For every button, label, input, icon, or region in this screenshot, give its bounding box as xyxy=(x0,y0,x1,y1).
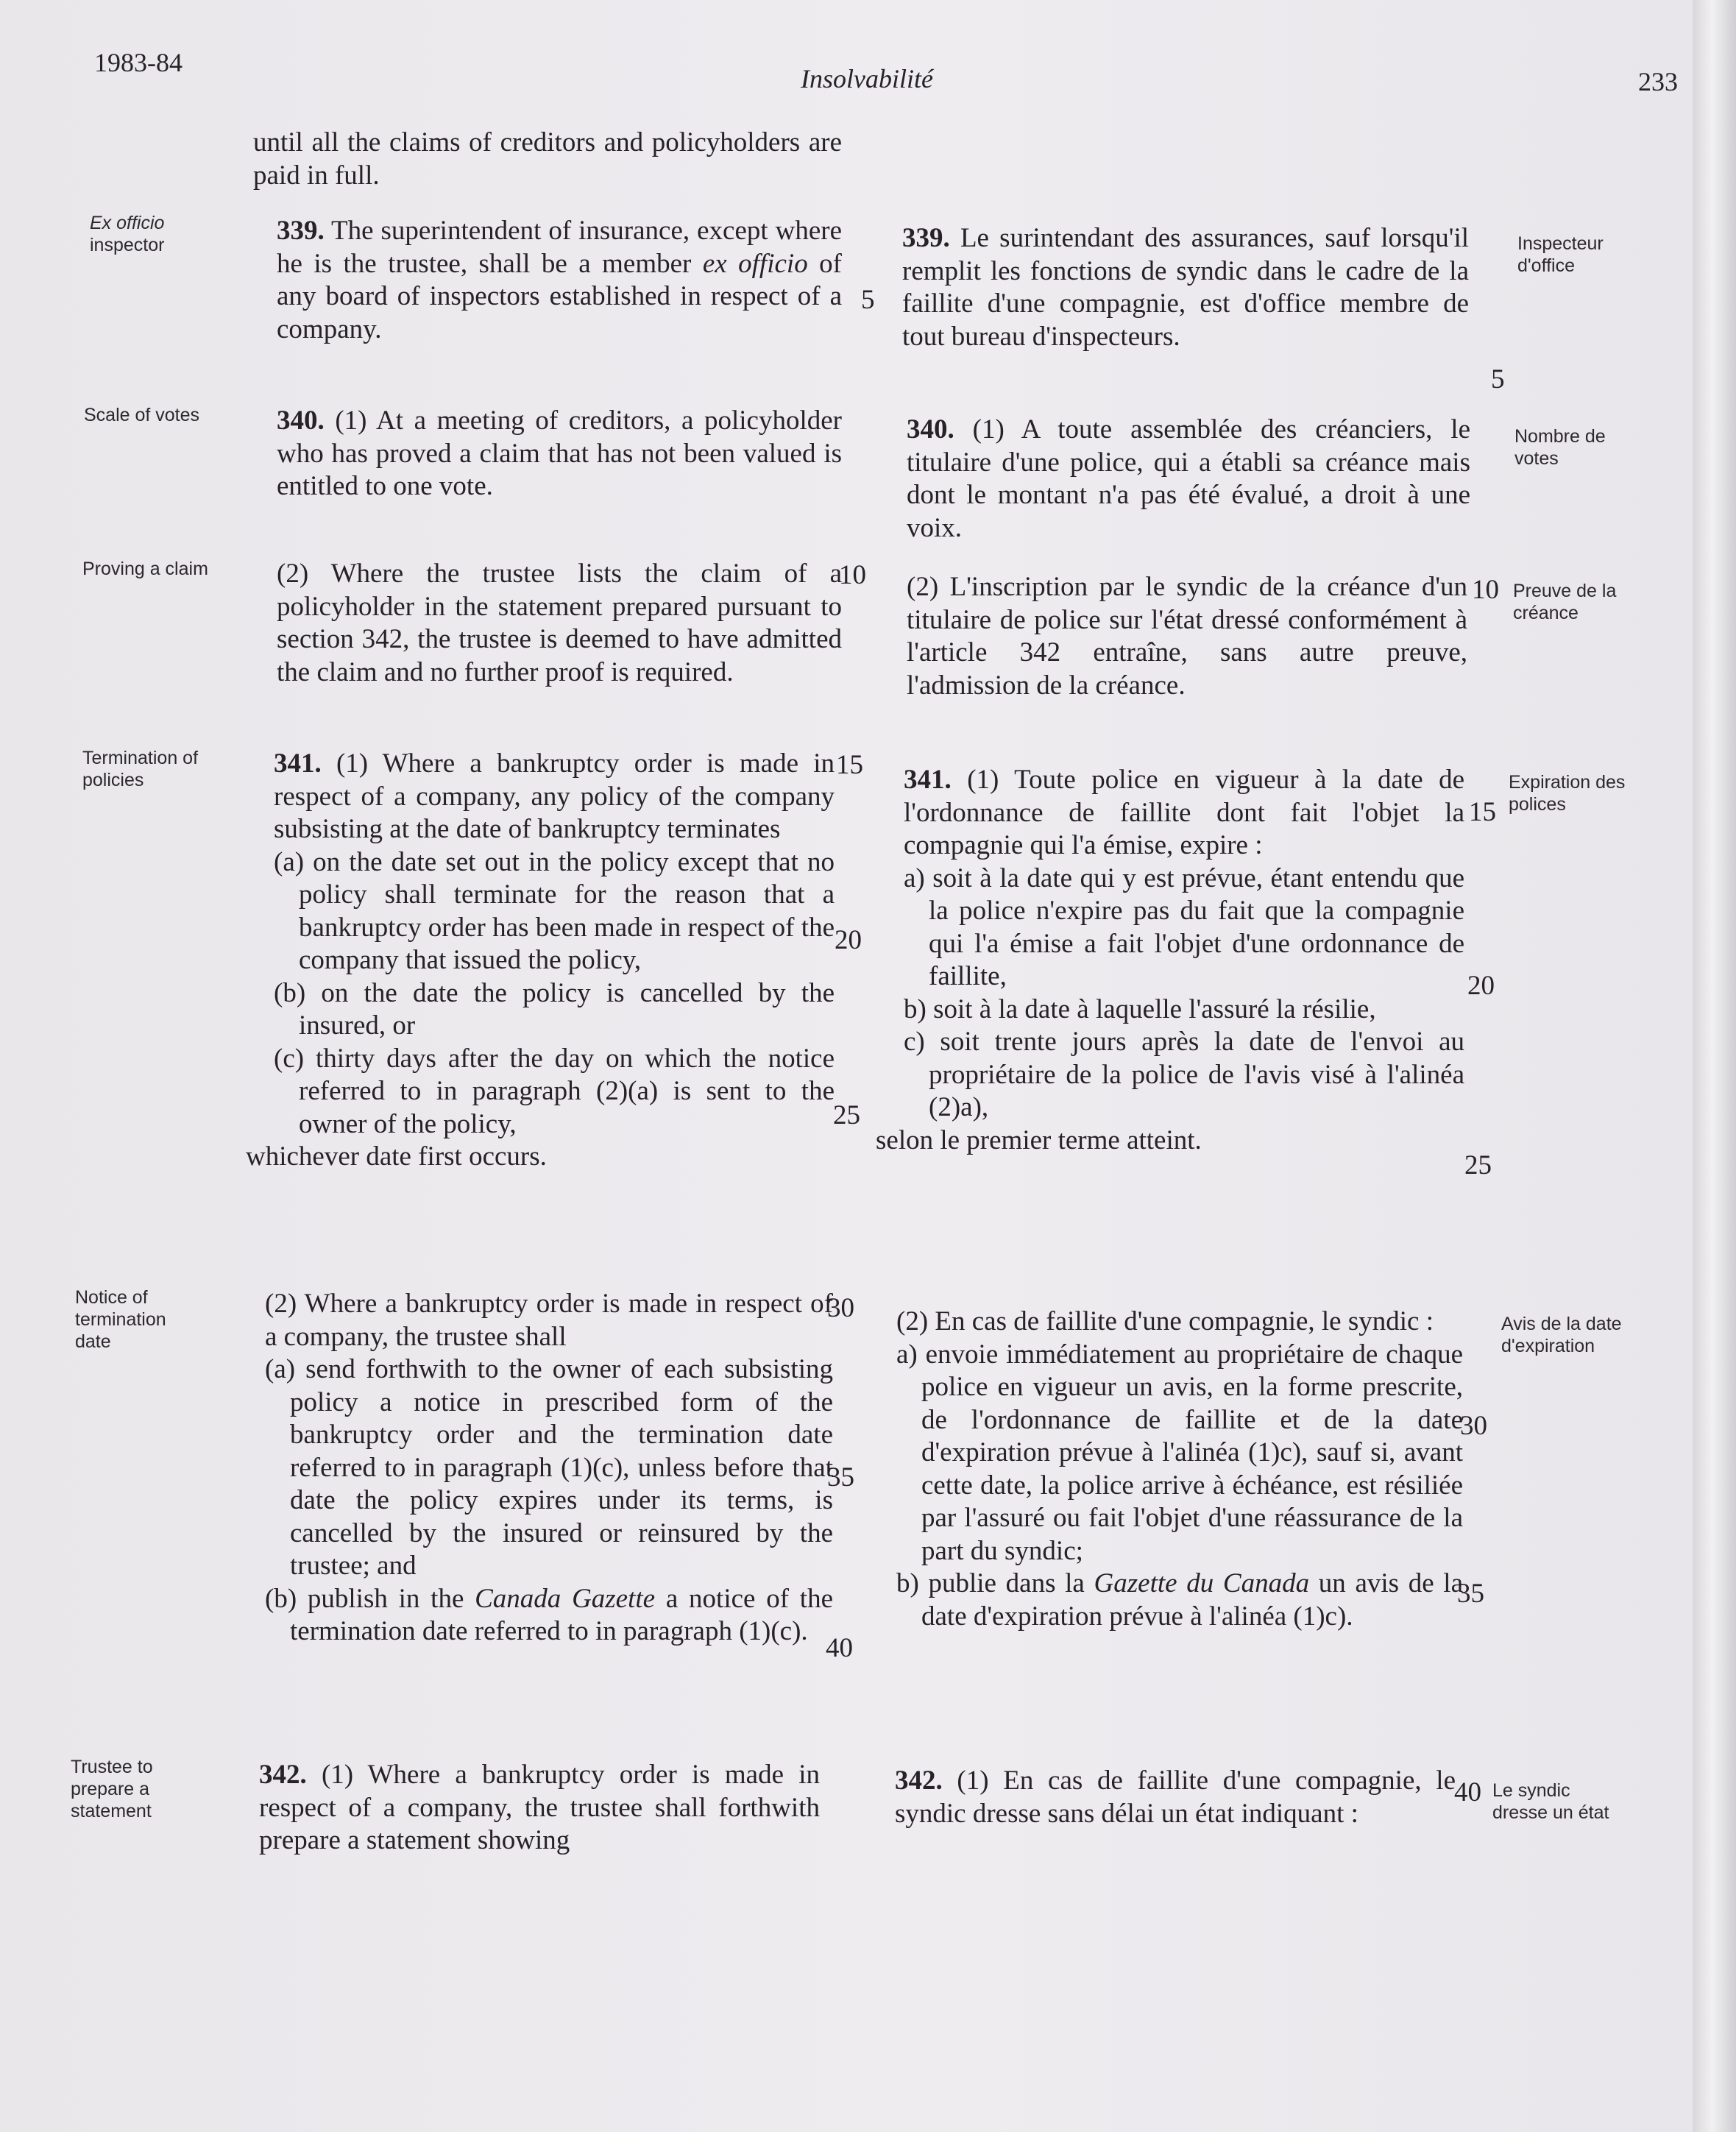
margin-note-expiration: Expiration des polices xyxy=(1509,772,1626,815)
en-section-339: 339. The superintendent of insurance, except where he is the trustee, shall be a member ex officio of any board of inspectors established in respect of a company. xyxy=(277,216,842,344)
fr-line-number: 35 xyxy=(1457,1579,1484,1609)
margin-note-termination: Termination of policies xyxy=(82,748,199,790)
en-section-340-1: 340. (1) At a meeting of creditors, a policyholder who has proved a claim that has not been valued is entitled to one vote. xyxy=(277,405,842,501)
header-year: 1983-84 xyxy=(94,48,183,77)
en-line-number: 15 xyxy=(836,750,863,780)
en-line-number: 40 xyxy=(826,1633,853,1663)
fr-section-340-2: (2) L'inscription par le syndic de la créance d'un titulaire de police sur l'état dressé conformément à l'article 342 entraîne, sans autre preuve, l'admission de la créance. xyxy=(907,572,1467,701)
en-line-number: 5 xyxy=(861,285,875,315)
fr-section-339: 339. Le surintendant des assurances, sauf lorsqu'il remplit les fonctions de syndic dans le cadre de la faillite d'une compagnie, est d'office membre de tout bureau d'inspecteurs. xyxy=(902,223,1469,352)
en-section-340-2: (2) Where the trustee lists the claim of a policyholder in the statement prepared pursuant to section 342, the trustee is deemed to have admitted the claim and no further proof is required. xyxy=(277,559,842,687)
fr-line-number: 30 xyxy=(1460,1411,1487,1441)
margin-note-scale-of-votes: Scale of votes xyxy=(84,405,200,425)
header-title: Insolvabilité xyxy=(801,64,933,93)
en-section-342: 342. (1) Where a bankruptcy order is made in respect of a company, the trustee shall forthwith prepare a statement showing xyxy=(259,1760,820,1855)
margin-note-inspecteur: Inspecteur d'office xyxy=(1517,233,1604,276)
fr-section-341-2: (2) En cas de faillite d'une compagnie, le syndic : a) envoie immédiatement au propriétaire de chaque police en vigueur un avis, en la forme prescrite, de l'ordonnance de faillite et de la date d'expiration prévue à l'alinéa (1)c), sauf si, avant cette date, la police arrive à échéance, est résiliée par l'assuré ou fait l'objet d'une réassurance de la part du syndic; b) publie dans la Gazette du Canada un avis de la date d'expiration prévue à l'alinéa (1)c). xyxy=(896,1306,1464,1632)
en-intro: until all the claims of creditors and policyholders are paid in full. xyxy=(253,127,842,191)
en-line-number: 35 xyxy=(827,1462,854,1492)
margin-note-nombre: Nombre de votes xyxy=(1514,426,1606,469)
margin-note-trustee: Trustee to prepare a statement xyxy=(71,1757,153,1821)
fr-line-number: 15 xyxy=(1469,797,1496,827)
fr-line-number: 20 xyxy=(1467,971,1495,1001)
margin-note-proving-claim: Proving a claim xyxy=(82,559,208,579)
fr-line-number: 10 xyxy=(1472,575,1499,605)
en-line-number: 30 xyxy=(827,1293,854,1323)
en-section-341-1: 341. (1) Where a bankruptcy order is made in respect of a company, any policy of the company subsisting at the date of bankruptcy terminates (a) on the date set out in the policy except that no policy shall terminate for the reason that a bankruptcy order has been made in respect of the company that issued the policy, (b) on the date the policy is cancelled by the insured, or (c) thirty days after the day on which the notice referred to in paragraph (2)(a) is sent to the owner of the policy, whichever date first occurs. xyxy=(246,748,835,1172)
fr-line-number: 5 xyxy=(1491,364,1505,394)
en-line-number: 10 xyxy=(839,560,866,590)
en-section-341-2: (2) Where a bankruptcy order is made in respect of a company, the trustee shall (a) send forthwith to the owner of each subsisting policy a notice in prescribed form of the bankruptcy order and the termination date referred to in paragraph (1)(c), unless before that date the policy expires under its terms, is cancelled by the insured or reinsured by the trustee; and (b) publish in the Canada Gazette a notice of the termination date referred to in paragraph (1)(c). xyxy=(265,1289,833,1646)
margin-note-avis: Avis de la date d'expiration xyxy=(1501,1314,1622,1356)
margin-note-syndic: Le syndic dresse un état xyxy=(1492,1780,1609,1823)
margin-note-preuve: Preuve de la créance xyxy=(1513,581,1617,623)
fr-section-340-1: 340. (1) A toute assemblée des créanciers, le titulaire d'une police, qui a établi sa créance mais dont le montant n'a pas été évalué, a droit à une voix. xyxy=(907,414,1470,543)
en-line-number: 25 xyxy=(833,1100,860,1130)
margin-note-ex-officio: Ex officio inspector xyxy=(90,213,165,255)
margin-note-notice: Notice of termination date xyxy=(75,1287,166,1352)
fr-section-342: 342. (1) En cas de faillite d'une compagnie, le syndic dresse sans délai un état indiquant : xyxy=(895,1766,1456,1829)
en-line-number: 20 xyxy=(835,925,862,955)
fr-line-number: 40 xyxy=(1454,1777,1481,1807)
page-number: 233 xyxy=(1638,67,1678,96)
fr-line-number: 25 xyxy=(1464,1150,1492,1180)
fr-section-341-1: 341. (1) Toute police en vigueur à la date de l'ordonnance de faillite dont fait l'objet la compagnie qui l'a émise, expire : a) soit à la date qui y est prévue, étant entendu que la police n'expire pas du fait que la compagnie qui l'a émise a fait l'objet d'une ordonnance de faillite, b) soit à la date à laquelle l'assuré la résilie, c) soit trente jours après la date de l'envoi au propriétaire de la police de l'avis visé à l'alinéa (2)a), selon le premier terme atteint. xyxy=(876,765,1464,1155)
book-spine-shadow xyxy=(1693,0,1736,2132)
